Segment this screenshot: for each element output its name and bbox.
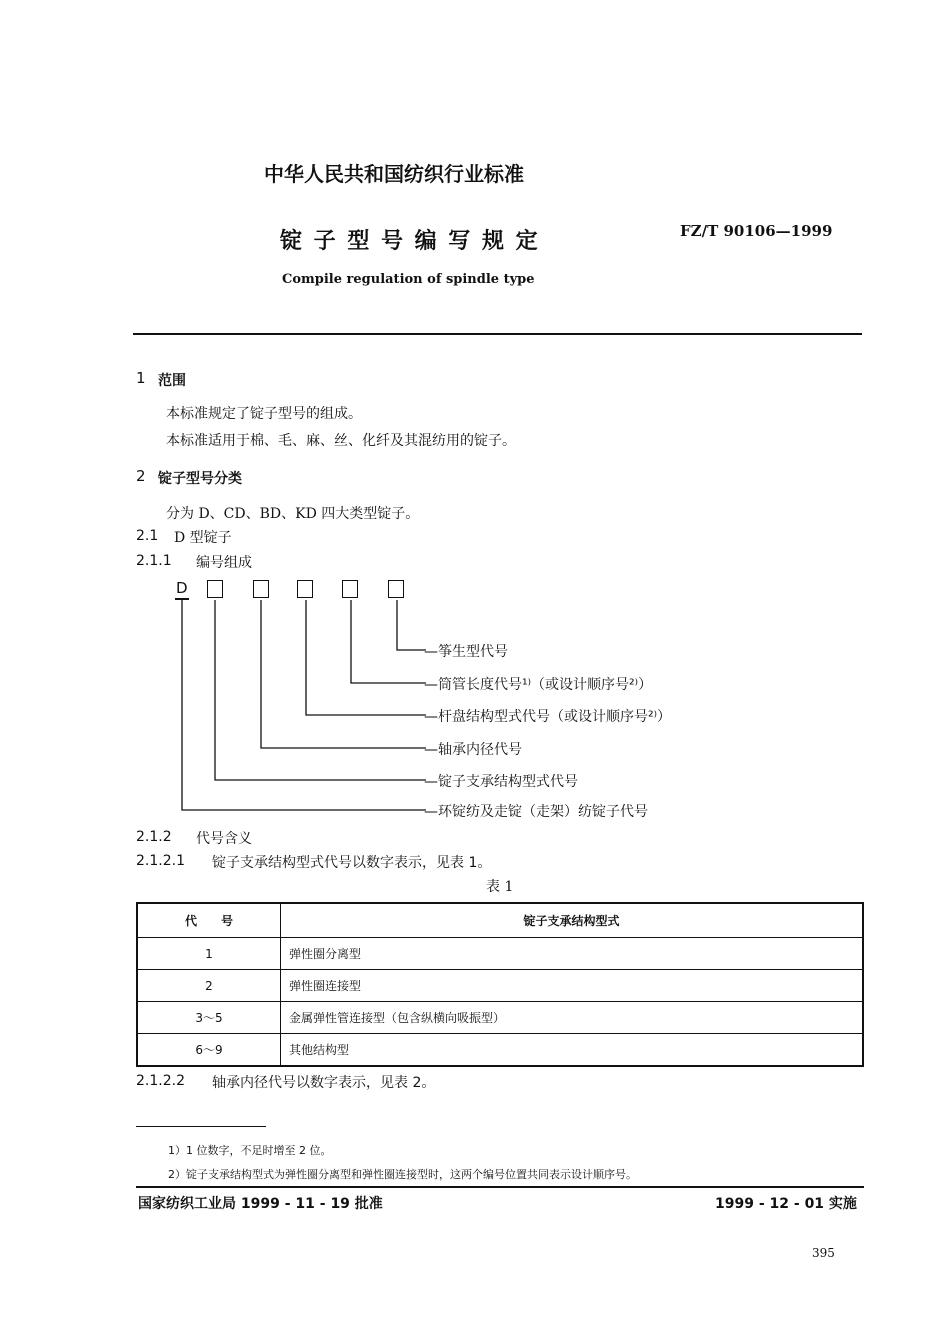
section-1-para-2: 本标准适用于棉、毛、麻、丝、化纤及其混纺用的锭子。: [166, 433, 516, 449]
section-2-1-2-1-number: 2.1.2.1: [136, 853, 185, 869]
section-2-1-2-title: 代号含义: [196, 831, 252, 847]
label-prefix: —环锭纺及走锭（走架）纺锭子代号: [424, 804, 648, 820]
table-header-row: [137, 903, 863, 938]
table-1: [136, 902, 864, 1067]
table-cell-structure: 金属弹性管连接型（包含纵横向吸振型）: [281, 1002, 864, 1034]
section-2-1-2-2-text: 轴承内径代号以数字表示，见表 2。: [212, 1075, 436, 1091]
table-cell-code: 2: [137, 970, 281, 1002]
issuing-body: 中华人民共和国纺织行业标准: [264, 162, 524, 186]
approval-date: 国家纺织工业局 1999 - 11 - 19 批准: [138, 1196, 383, 1212]
footnote-2: 2）锭子支承结构型式为弹性圈分离型和弹性圈连接型时，这两个编号位置共同表示设计顺序号。: [168, 1168, 637, 1181]
table-cell-structure: 其他结构型: [281, 1034, 864, 1067]
table-row: [137, 1002, 863, 1034]
footnote-rule: [136, 1126, 266, 1127]
section-2-1-number: 2.1: [136, 528, 159, 544]
standard-title: 锭 子 型 号 编 写 规 定: [280, 229, 540, 254]
label-slot-1: —锭子支承结构型式代号: [424, 774, 578, 790]
section-2-number: 2: [136, 467, 146, 485]
code-prefix-letter: D: [176, 579, 188, 597]
table-cell-code: 3～5: [137, 1002, 281, 1034]
label-slot-2: —轴承内径代号: [424, 742, 522, 758]
effective-date: 1999 - 12 - 01 实施: [715, 1196, 857, 1212]
table-cell-structure: 弹性圈连接型: [281, 970, 864, 1002]
section-2-1-2-2-number: 2.1.2.2: [136, 1073, 185, 1089]
footer-rule: [136, 1186, 864, 1188]
standard-code: FZ/T 90106—1999: [680, 222, 833, 240]
section-1-title: 范围: [158, 373, 186, 389]
table-header-structure: 锭子支承结构型式: [281, 903, 864, 938]
table-row: [137, 970, 863, 1002]
section-1-para-1: 本标准规定了锭子型号的组成。: [166, 406, 362, 422]
section-2-1-2-1-text: 锭子支承结构型式代号以数字表示，见表 1。: [212, 855, 492, 871]
section-2-title: 锭子型号分类: [158, 471, 242, 487]
table-cell-structure: 弹性圈分离型: [281, 938, 864, 970]
label-slot-5: —筝生型代号: [424, 644, 508, 660]
table-row: [137, 1034, 863, 1067]
table-cell-code: 1: [137, 938, 281, 970]
footnote-1: 1）1 位数字，不足时增至 2 位。: [168, 1144, 332, 1157]
section-2-1-title: D 型锭子: [174, 530, 232, 546]
section-1-number: 1: [136, 369, 146, 387]
label-slot-4: —筒管长度代号¹⁾（或设计顺序号²⁾）: [424, 677, 653, 693]
section-2-1-2-number: 2.1.2: [136, 829, 172, 845]
section-2-para-1: 分为 D、CD、BD、KD 四大类型锭子。: [166, 506, 420, 522]
table-row: [137, 938, 863, 970]
table-header-code: 代 号: [137, 903, 281, 938]
section-2-1-1-number: 2.1.1: [136, 553, 172, 569]
english-title: Compile regulation of spindle type: [282, 272, 535, 287]
table-1-caption: 表 1: [486, 879, 514, 895]
label-slot-3: —杆盘结构型式代号（或设计顺序号²⁾）: [424, 709, 672, 725]
table-cell-code: 6～9: [137, 1034, 281, 1067]
page-number: 395: [812, 1246, 835, 1260]
section-2-1-1-title: 编号组成: [196, 555, 252, 571]
